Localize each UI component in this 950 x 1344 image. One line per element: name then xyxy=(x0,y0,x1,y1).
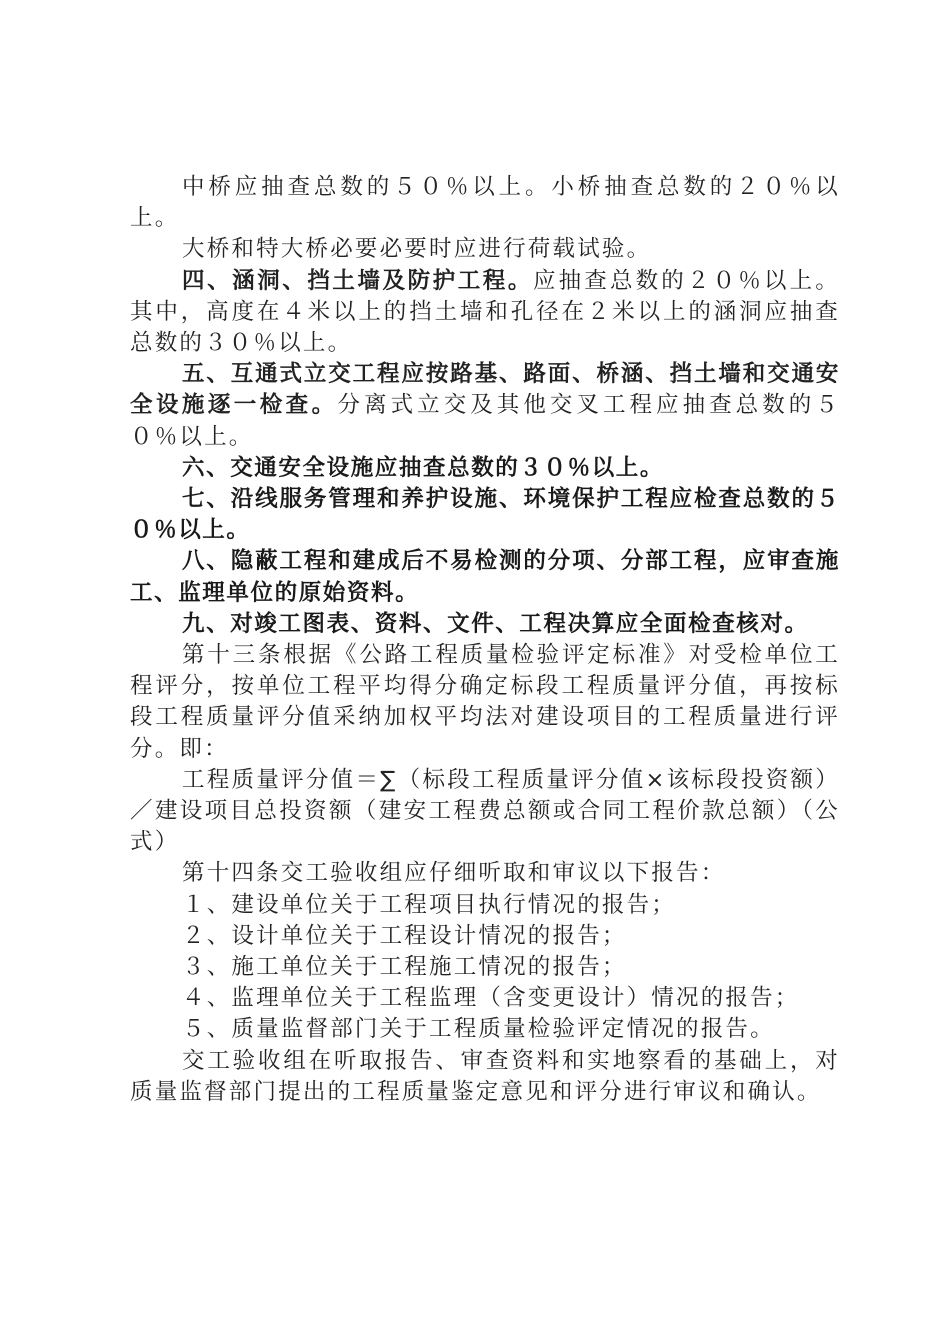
paragraph-conclusion: 交工验收组在听取报告、审查资料和实地察看的基础上，对质量监督部门提出的工程质量鉴定意见和评分进行审议和确认。 xyxy=(130,1047,840,1105)
list-item-report-4: ４、监理单位关于工程监理（含变更设计）情况的报告； xyxy=(182,985,800,1012)
paragraph-large-bridge: 大桥和特大桥必要必要时应进行荷载试验。 xyxy=(182,236,652,263)
paragraph-formula: 工程质量评分值＝∑（标段工程质量评分值×该标段投资额）／建设项目总投资额（建安工程费总额或合同工程价款总额）（公式） xyxy=(130,766,840,856)
paragraph-interchange-text: 分离式立交及其他交叉工程应抽查总数的５０％以上。 xyxy=(130,392,840,450)
paragraph-culvert-heading: 四、涵洞、挡土墙及防护工程。 xyxy=(182,267,533,294)
paragraph-article-14: 第十四条交工验收组应仔细听取和审议以下报告： xyxy=(182,860,726,887)
paragraph-traffic-safety: 六、交通安全设施应抽查总数的３０％以上。 xyxy=(182,454,665,481)
list-item-report-1: １、建设单位关于工程项目执行情况的报告； xyxy=(182,891,677,918)
paragraph-service-facilities: 七、沿线服务管理和养护设施、环境保护工程应检查总数的５０％以上。 xyxy=(130,486,840,544)
paragraph-article-13: 第十三条根据《公路工程质量检验评定标准》对受检单位工程评分，按单位工程平均得分确定标段工程质量评分值，再按标段工程质量评分值采纳加权平均法对建设项目的工程质量进行评分。即： xyxy=(130,642,840,762)
paragraph-medium-bridge: 中桥应抽查总数的５０％以上。小桥抽查总数的２０％以上。 xyxy=(130,174,840,232)
paragraph-hidden-works: 八、隐蔽工程和建成后不易检测的分项、分部工程，应审查施工、监理单位的原始资料。 xyxy=(130,548,840,606)
paragraph-culvert xyxy=(130,266,840,360)
paragraph-as-built-check: 九、对竣工图表、资料、文件、工程决算应全面检查核对。 xyxy=(182,610,809,637)
document-body xyxy=(130,172,840,1108)
paragraph-interchange xyxy=(130,359,840,453)
list-item-report-5: ５、质量监督部门关于工程质量检验评定情况的报告。 xyxy=(182,1016,775,1043)
paragraph-culvert-text: 应抽查总数的２０％以上。其中，高度在４米以上的挡土墙和孔径在２米以上的涵洞应抽查总数的３０％以上。 xyxy=(130,267,840,357)
list-item-report-3: ３、施工单位关于工程施工情况的报告； xyxy=(182,954,627,981)
list-item-report-2: ２、设计单位关于工程设计情况的报告； xyxy=(182,922,627,949)
paragraph-interchange-heading: 五、互通式立交工程应按路基、路面、桥涵、挡土墙和交通安全设施逐一检查。 xyxy=(130,361,840,419)
